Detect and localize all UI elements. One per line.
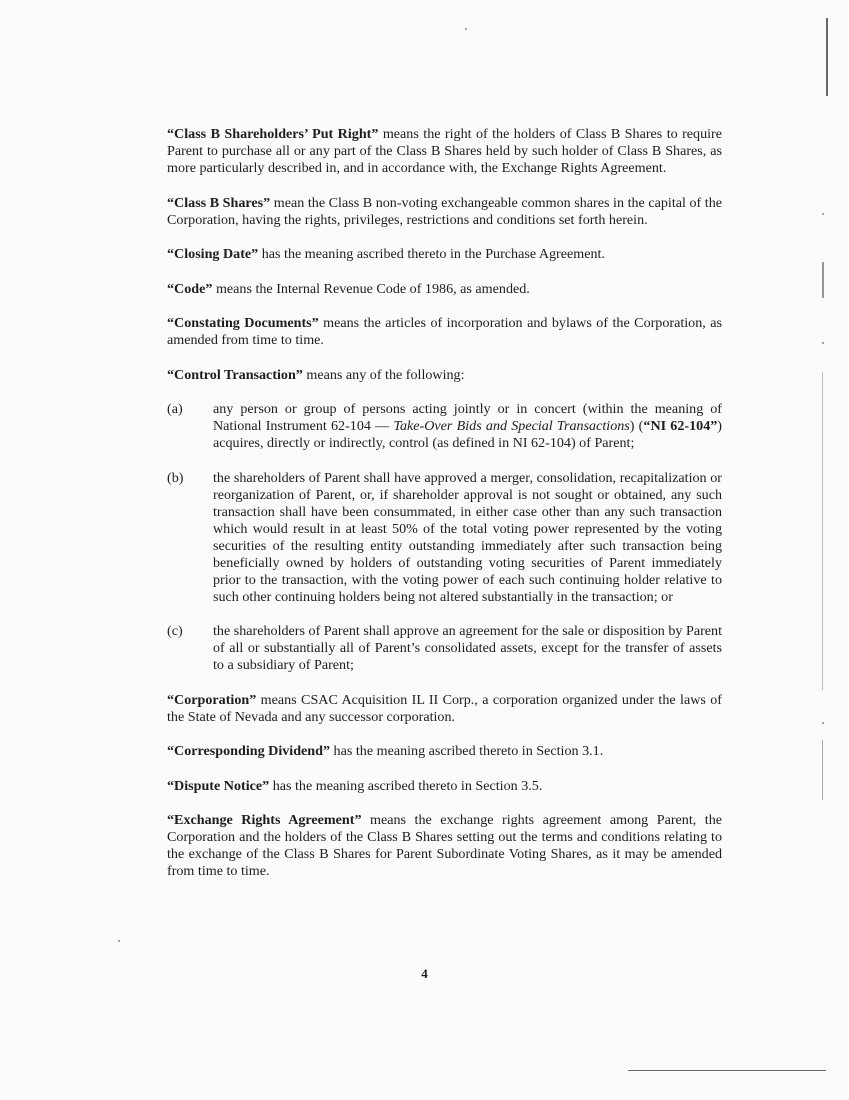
defined-term: “Exchange Rights Agreement” <box>167 812 362 828</box>
definition-code <box>167 281 722 298</box>
definition-text: has the meaning ascribed thereto in Section 3.5. <box>269 777 543 794</box>
list-text: the shareholders of Parent shall have approved a merger, consolidation, recapitalization or reorganization of Parent, or, if shareholder approval is not sought or obtained, any such transaction shall have been consummated, in either case other than any such transaction which would result in at least 50% of the total voting power represented by the voting securities of the resulting entity outstanding immediately after such transaction being beneficially owned by holders of outstanding voting securities of Parent immediately prior to the transaction, with the voting power of each such continuing holder relative to such other continuing holders being not altered substantially in the transaction; or <box>213 469 722 605</box>
scan-speck <box>822 342 824 344</box>
scan-margin-line-right-2 <box>822 740 823 800</box>
defined-term: “Corresponding Dividend” <box>167 743 331 759</box>
scan-margin-line-mid <box>822 262 824 298</box>
list-text-part: ) acquires, directly or indirectly, control (as defined in NI 62-104) of Parent; <box>213 418 722 451</box>
control-transaction-item-b <box>167 470 722 606</box>
defined-term: “Class B Shareholders’ Put Right” <box>167 126 379 142</box>
control-transaction-item-c <box>167 623 722 674</box>
scan-speck <box>118 940 120 942</box>
definition-corresponding-dividend <box>167 743 722 760</box>
defined-term: “Control Transaction” <box>167 366 303 383</box>
document-body <box>167 126 722 898</box>
definition-text: means any of the following: <box>302 366 465 383</box>
definition-control-transaction <box>167 367 722 384</box>
definition-constating-documents <box>167 315 722 349</box>
definition-class-b-shares <box>167 195 722 229</box>
list-text-part: ) ( <box>629 418 644 434</box>
scan-bottom-rule <box>628 1070 826 1071</box>
defined-term: “Code” <box>167 280 213 297</box>
definition-text: means the Internal Revenue Code of 1986, as amended. <box>212 280 530 297</box>
scan-speck <box>465 28 467 30</box>
definition-text: means the exchange rights agreement among Parent, the Corporation and the holders of the Class B Shares setting out the terms and conditions relating to the exchange of the Class B Shares for Parent Subordinate Voting Shares, as it may be amended from time to time. <box>167 812 722 879</box>
definition-text: means CSAC Acquisition IL II Corp., a corporation organized under the laws of the State of Nevada and any successor corporation. <box>167 691 722 725</box>
scan-margin-line-top <box>826 18 828 96</box>
list-text-part: any person or group of persons acting jointly or in concert (within the meaning of National Instrument 62-104 — <box>213 401 722 434</box>
control-transaction-item-a <box>167 401 722 452</box>
list-label: (a) <box>167 401 183 417</box>
definition-closing-date <box>167 246 722 263</box>
list-text <box>213 401 722 451</box>
defined-term: “Constating Documents” <box>167 315 319 331</box>
list-label: (c) <box>167 623 183 639</box>
defined-term: “Closing Date” <box>167 246 259 262</box>
definition-text: has the meaning ascribed thereto in Section 3.1. <box>330 743 604 759</box>
page-number: 4 <box>421 966 428 981</box>
defined-term: “Dispute Notice” <box>167 777 270 794</box>
instrument-title: Take-Over Bids and Special Transactions <box>393 418 630 434</box>
defined-term: “Class B Shares” <box>167 194 271 211</box>
defined-term: “NI 62-104” <box>643 418 718 434</box>
definition-corporation <box>167 692 722 726</box>
definition-exchange-rights-agreement <box>167 812 722 880</box>
defined-term: “Corporation” <box>167 691 257 708</box>
definition-text: has the meaning ascribed thereto in the Purchase Agreement. <box>258 246 605 262</box>
definition-class-b-put-right <box>167 126 722 177</box>
definition-text: mean the Class B non-voting exchangeable common shares in the capital of the Corporation, having the rights, privileges, restrictions and conditions set forth herein. <box>167 194 722 228</box>
list-text: the shareholders of Parent shall approve an agreement for the sale or disposition by Parent of all or substantially all of Parent’s consolidated assets, except for the transfer of assets to a subsidiary of Parent; <box>213 623 722 673</box>
scan-speck <box>822 213 824 215</box>
definition-text: means the right of the holders of Class B Shares to require Parent to purchase all or any part of the Class B Shares held by such holder of Class B Shares, as more particularly described in, and in accordance with, the Exchange Rights Agreement. <box>167 126 722 176</box>
scan-margin-line-right-1 <box>822 372 823 690</box>
list-label: (b) <box>167 469 184 486</box>
definition-text: means the articles of incorporation and bylaws of the Corporation, as amended from time to time. <box>167 315 723 348</box>
scan-speck <box>822 722 824 724</box>
definition-dispute-notice <box>167 778 722 795</box>
